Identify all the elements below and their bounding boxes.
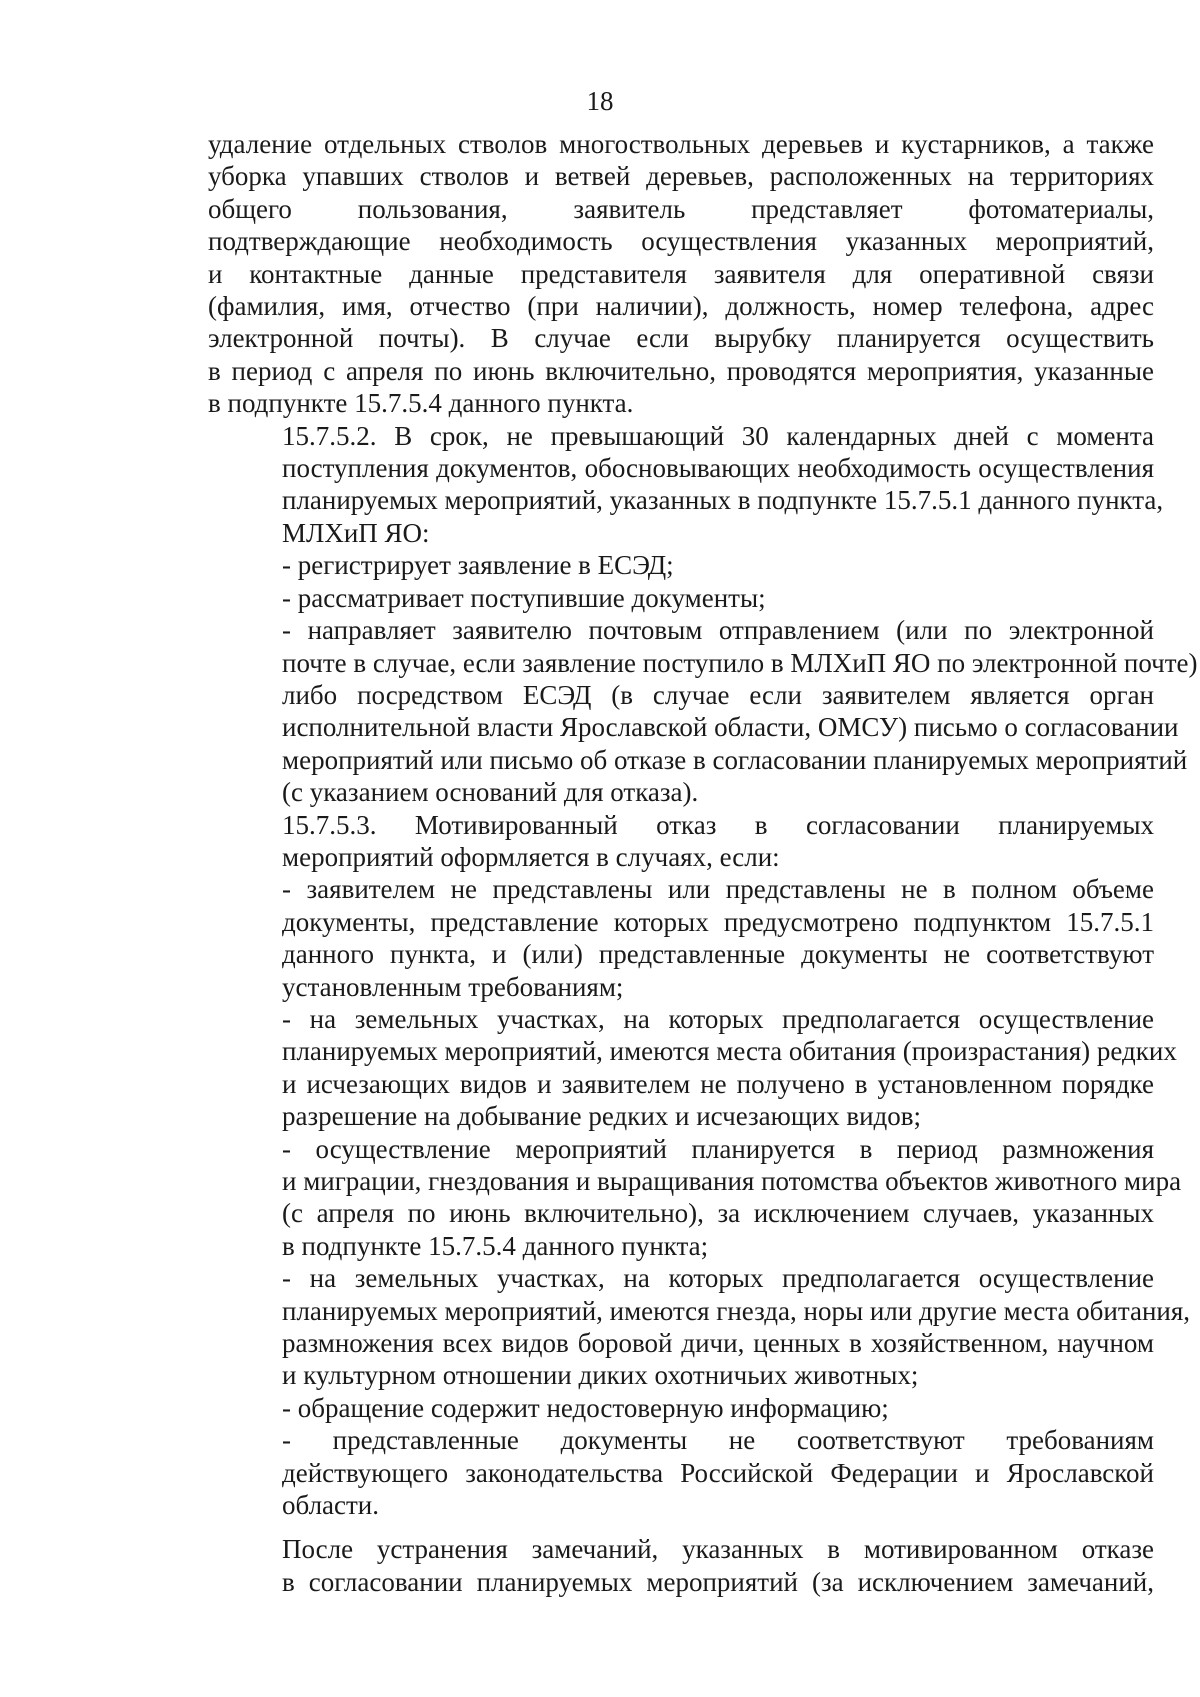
text-line: данного пункта, и (или) представленные документы не соответствуют (282, 939, 1154, 970)
text-line: общего пользования, заявитель представляет фотоматериалы, (208, 193, 1154, 224)
paragraph (208, 809, 1154, 874)
text-line: - направляет заявителю почтовым отправлением (или по электронной (282, 615, 1154, 646)
text-line: - рассматривает поступившие документы; (282, 582, 766, 613)
text-line: исполнительной власти Ярославской области, ОМСУ) письмо о согласовании (282, 712, 1179, 743)
text-line: (с указанием оснований для отказа). (282, 777, 699, 808)
text-line: - обращение содержит недостоверную информацию; (282, 1392, 889, 1423)
text-line: в подпункте 15.7.5.4 данного пункта; (282, 1230, 709, 1261)
text-line: - заявителем не представлены или представлены не в полном объеме (282, 874, 1154, 905)
text-line: планируемых мероприятий, указанных в подпункте 15.7.5.1 данного пункта, (282, 485, 1164, 516)
text-line: и контактные данные представителя заявителя для оперативной связи (208, 258, 1154, 289)
paragraph (208, 1003, 1177, 1133)
text-line: в период с апреля по июнь включительно, проводятся мероприятия, указанные (208, 355, 1154, 386)
paragraph (208, 873, 1154, 1003)
paragraph (208, 614, 1198, 808)
paragraph (208, 549, 1154, 581)
text-line: в согласовании планируемых мероприятий (за исключением замечаний, (282, 1566, 1154, 1597)
text-line: действующего законодательства Российской Федерации и Ярославской (282, 1457, 1154, 1488)
document-body (208, 128, 1198, 1598)
text-line: 15.7.5.3. Мотивированный отказ в согласовании планируемых (282, 809, 1154, 840)
text-line: разрешение на добывание редких и исчезающих видов; (282, 1101, 922, 1132)
text-line: планируемых мероприятий, имеются места обитания (произрастания) редких (282, 1036, 1177, 1067)
paragraph (208, 1133, 1182, 1263)
text-line: После устранения замечаний, указанных в мотивированном отказе (282, 1534, 1154, 1565)
paragraph (208, 420, 1164, 550)
text-line: подтверждающие необходимость осуществления указанных мероприятий, (208, 226, 1154, 257)
text-line: - на земельных участках, на которых предполагается осуществление (282, 1263, 1154, 1294)
text-line: либо посредством ЕСЭД (в случае если заявителем является орган (282, 679, 1154, 710)
text-line: поступления документов, обосновывающих необходимость осуществления (282, 453, 1154, 484)
text-line: мероприятий или письмо об отказе в согласовании планируемых мероприятий (282, 744, 1188, 775)
text-line: и культурном отношении диких охотничьих животных; (282, 1360, 919, 1391)
text-line: и исчезающих видов и заявителем не получено в установленном порядке (282, 1068, 1154, 1099)
text-line: - представленные документы не соответствуют требованиям (282, 1425, 1154, 1456)
text-line: установленным требованиям; (282, 971, 624, 1002)
text-line: (с апреля по июнь включительно), за исключением случаев, указанных (282, 1198, 1154, 1229)
text-line: - регистрирует заявление в ЕСЭД; (282, 550, 674, 581)
paragraph (208, 128, 1154, 420)
text-line: электронной почты). В случае если вырубку планируется осуществить (208, 323, 1154, 354)
text-line: и миграции, гнездования и выращивания потомства объектов животного мира (282, 1166, 1182, 1196)
text-line: (фамилия, имя, отчество (при наличии), должность, номер телефона, адрес (208, 291, 1154, 322)
text-line: документы, представление которых предусмотрено подпунктом 15.7.5.1 (282, 906, 1154, 937)
text-line: в подпункте 15.7.5.4 данного пункта. (208, 388, 634, 419)
text-line: планируемых мероприятий, имеются гнезда, норы или другие места обитания, (282, 1295, 1191, 1326)
text-line: почте в случае, если заявление поступило в МЛХиП ЯО по электронной почте) (282, 647, 1198, 678)
text-line: области. (282, 1490, 380, 1521)
paragraph (208, 1262, 1191, 1392)
text-line: МЛХиП ЯО: (282, 517, 430, 548)
paragraph (208, 1424, 1154, 1521)
text-line: удаление отдельных стволов многоствольных деревьев и кустарников, а также (208, 129, 1154, 159)
text-line: 15.7.5.2. В срок, не превышающий 30 календарных дней с момента (282, 420, 1154, 451)
text-line: - на земельных участках, на которых предполагается осуществление (282, 1003, 1154, 1034)
page-number: 18 (586, 86, 614, 116)
text-line: уборка упавших стволов и ветвей деревьев, расположенных на территориях (208, 161, 1154, 192)
text-line: - осуществление мероприятий планируется в период размножения (282, 1133, 1154, 1164)
paragraph (208, 582, 1154, 614)
paragraph (208, 1533, 1154, 1598)
text-line: размножения всех видов боровой дичи, ценных в хозяйственном, научном (282, 1328, 1154, 1359)
text-line: мероприятий оформляется в случаях, если: (282, 841, 780, 872)
paragraph (208, 1392, 1154, 1424)
